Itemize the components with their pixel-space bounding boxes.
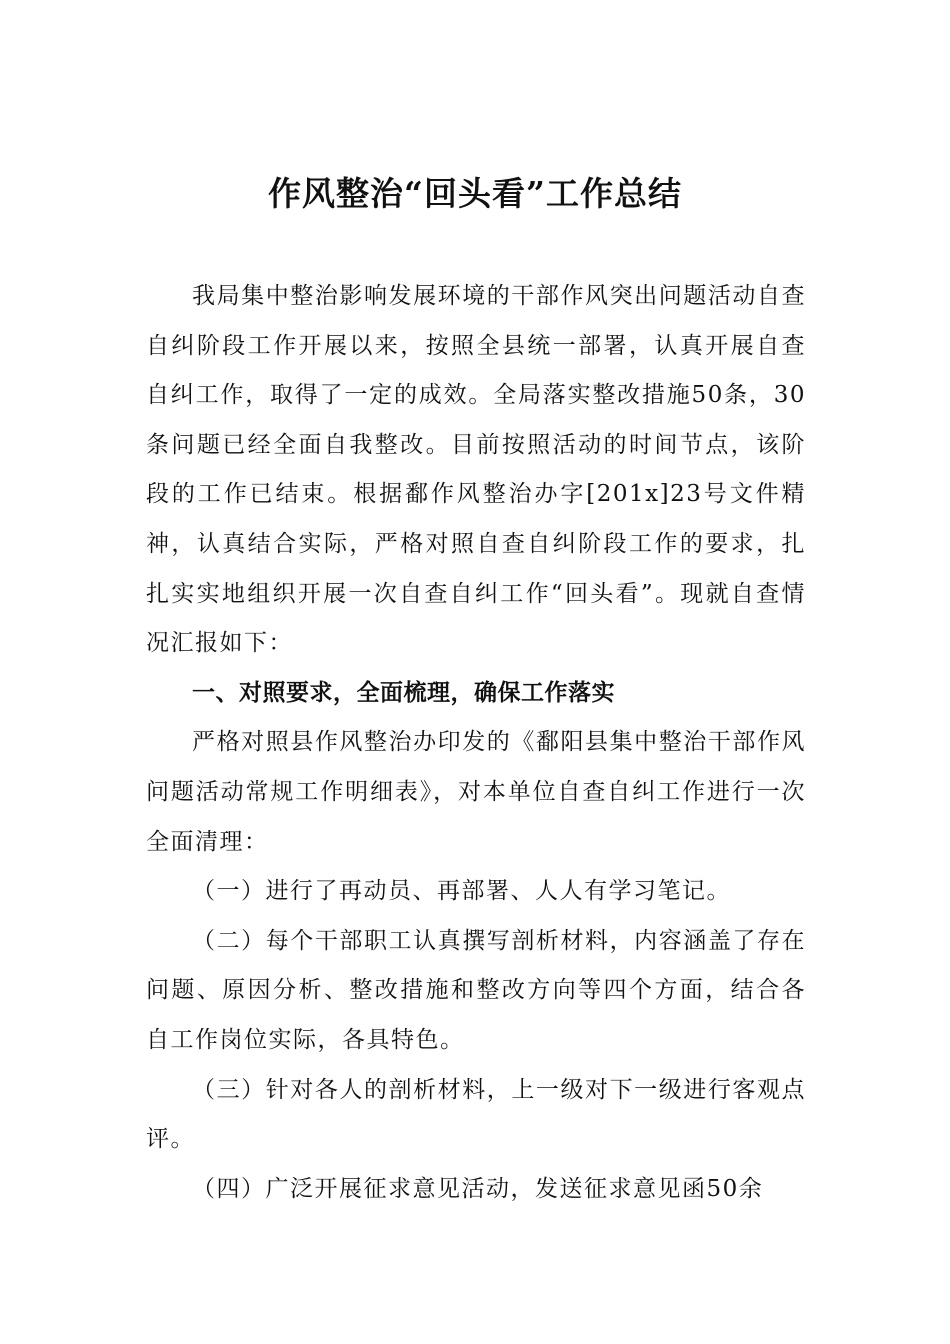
document-title: 作风整治“回头看”工作总结 [268,174,682,213]
list-item-3: （三）针对各人的剖析材料，上一级对下一级进行客观点评。 [146,1076,806,1153]
section-heading-1: 一、对照要求，全面梳理，确保工作落实 [192,679,615,706]
list-item-1: （一）进行了再动员、再部署、人人有学习笔记。 [192,878,731,905]
section-1-paragraph: 严格对照县作风整治办印发的《鄱阳县集中整治干部作风问题活动常规工作明细表》，对本单位自查自纠工作进行一次全面清理： [146,729,806,855]
list-item-2: （二）每个干部职工认真撰写剖析材料，内容涵盖了存在问题、原因分析、整改措施和整改方向等四个方面，结合各自工作岗位实际，各具特色。 [146,927,806,1053]
document-body [146,272,806,1214]
list-item-4: （四）广泛开展征求意见活动，发送征求意见函50余 [192,1175,764,1202]
intro-paragraph: 我局集中整治影响发展环境的干部作风突出问题活动自查自纠阶段工作开展以来，按照全县统一部署，认真开展自查自纠工作，取得了一定的成效。全局落实整改措施50条，30条问题已经全面自我整改。目前按照活动的时间节点，该阶段的工作已结束。根据鄱作风整治办字[201x]23号文件精神，认真结合实际，严格对照自查自纠阶段工作的要求，扎扎实实地组织开展一次自查自纠工作“回头看”。现就自查情况汇报如下： [146,283,806,657]
